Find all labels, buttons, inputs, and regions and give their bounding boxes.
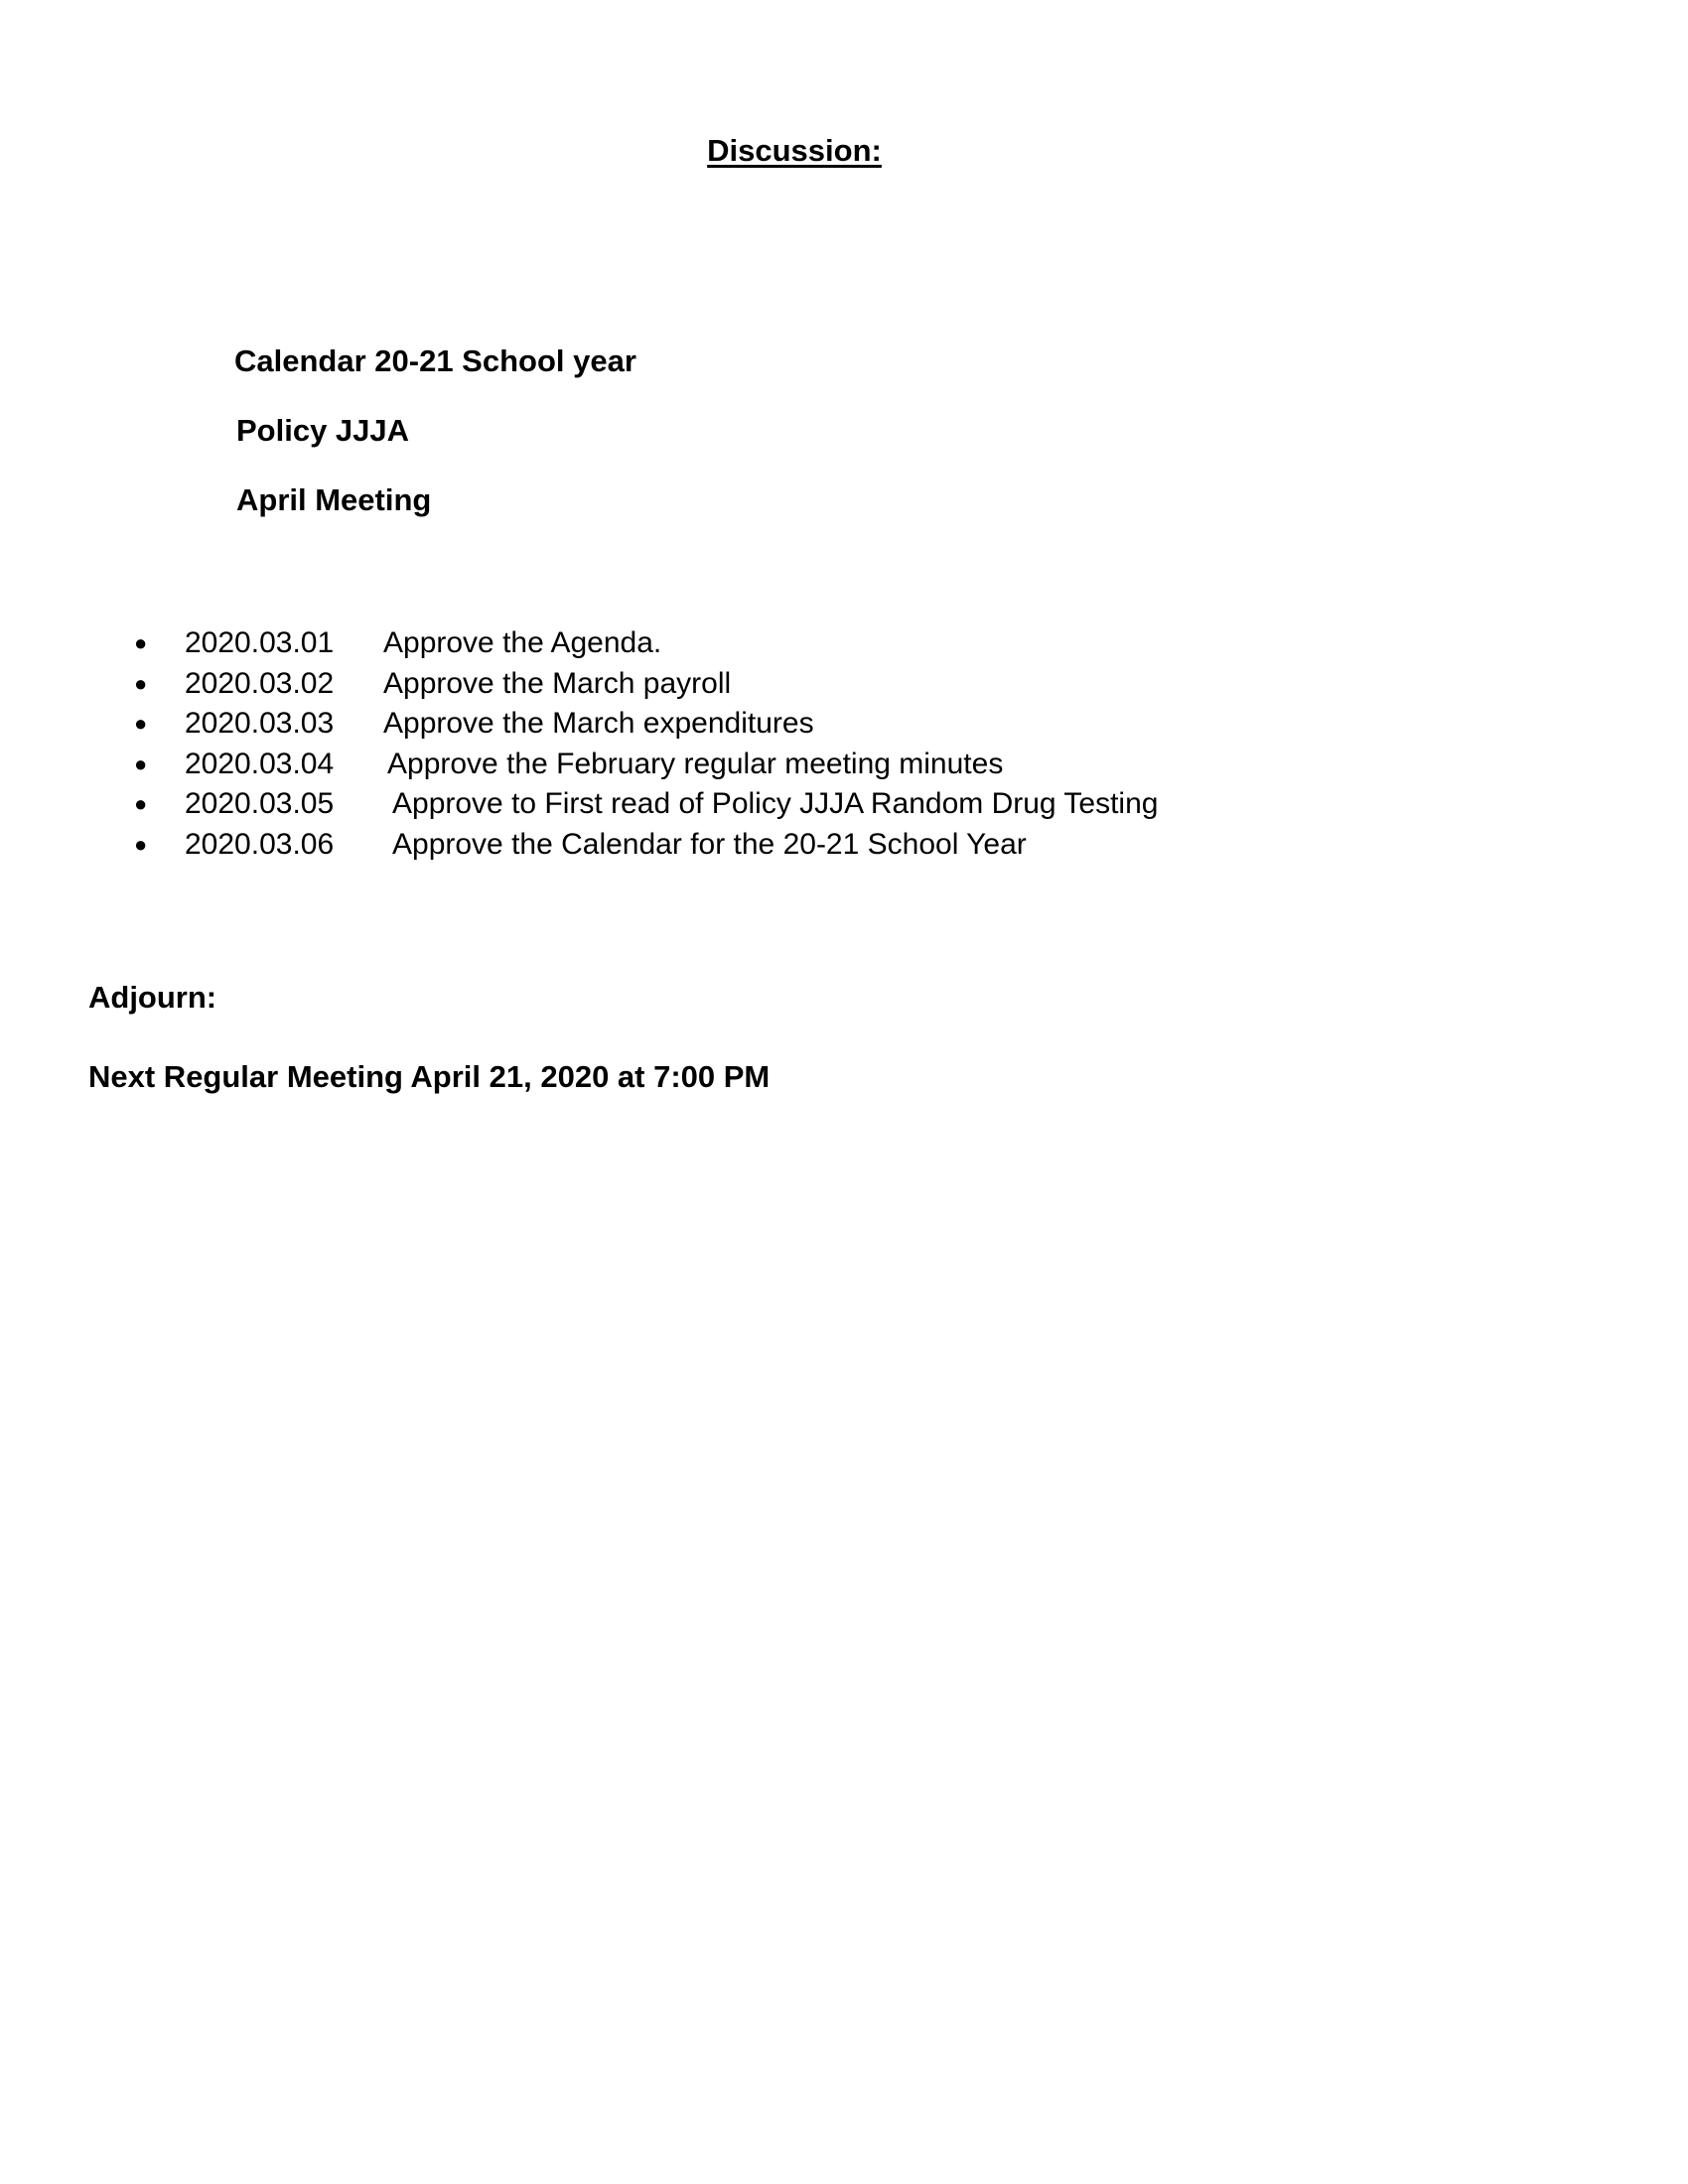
discussion-item-april-meeting: April Meeting (236, 482, 432, 517)
motion-code: 2020.03.02 (185, 666, 335, 700)
discussion-heading: Discussion: (707, 133, 882, 168)
motion-text: Approve the Agenda. (383, 626, 662, 659)
discussion-item-policy: Policy JJJA (236, 413, 410, 448)
bullet-icon: ● (134, 711, 148, 736)
motion-code: 2020.03.05 (185, 787, 335, 820)
motion-text: Approve the Calendar for the 20-21 School Year (392, 827, 1027, 861)
motion-text: Approve the March expenditures (383, 707, 814, 740)
bullet-icon: ● (134, 831, 148, 857)
motion-code: 2020.03.01 (185, 626, 335, 659)
discussion-item-calendar: Calendar 20-21 School year (234, 343, 636, 378)
motion-code: 2020.03.04 (185, 747, 335, 780)
bullet-icon: ● (134, 751, 148, 776)
next-meeting-text: Next Regular Meeting April 21, 2020 at 7:00 PM (88, 1059, 771, 1094)
bullet-icon: ● (134, 630, 148, 655)
motion-code: 2020.03.03 (185, 707, 335, 740)
motion-text: Approve to First read of Policy JJJA Random Drug Testing (392, 787, 1159, 820)
motion-text: Approve the March payroll (383, 666, 732, 700)
adjourn-label: Adjourn: (88, 980, 217, 1015)
motion-text: Approve the February regular meeting minutes (387, 747, 1004, 780)
bullet-icon: ● (134, 791, 148, 816)
bullet-icon: ● (134, 670, 148, 696)
motion-code: 2020.03.06 (185, 827, 335, 861)
